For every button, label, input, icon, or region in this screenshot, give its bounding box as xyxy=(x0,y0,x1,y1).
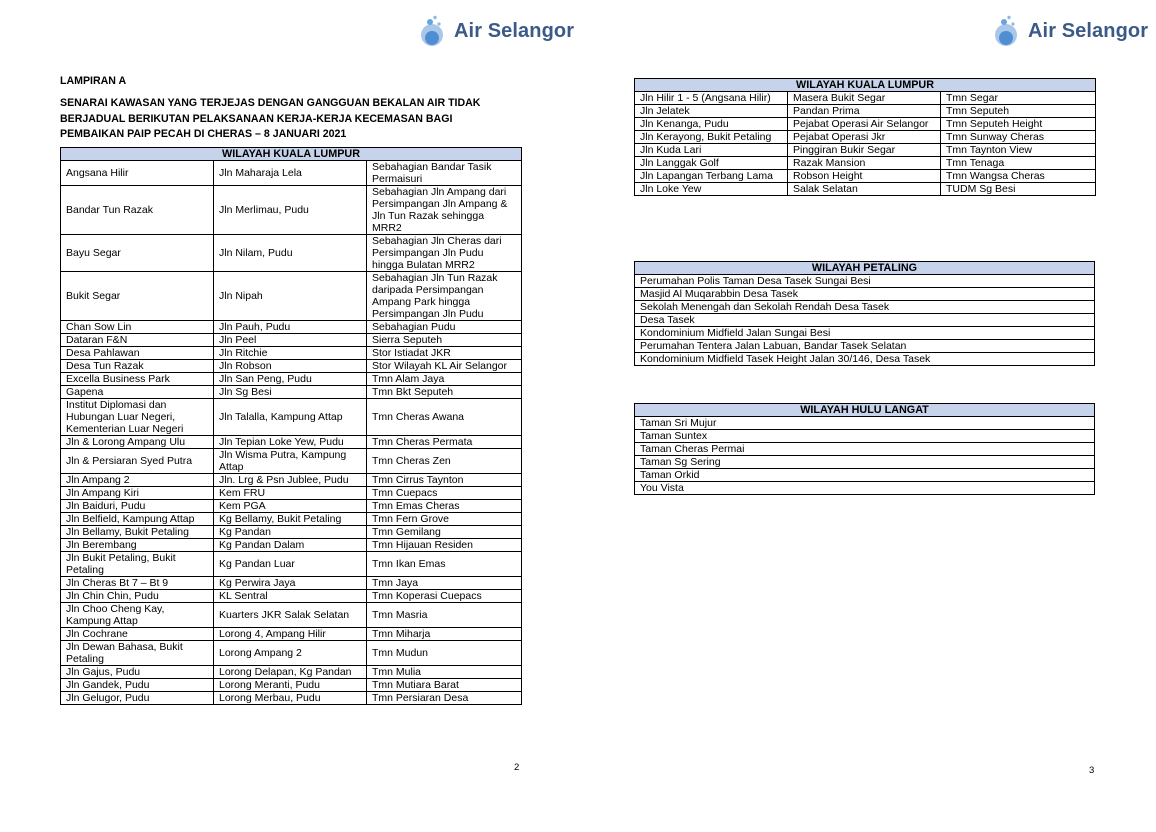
table-cell: Jln Dewan Bahasa, Bukit Petaling xyxy=(61,641,214,666)
table-cell: Tmn Miharja xyxy=(367,628,522,641)
table-cell: Tmn Tenaga xyxy=(941,157,1096,170)
table-cell: Kg Bellamy, Bukit Petaling xyxy=(214,513,367,526)
table-cell: Tmn Cheras Permata xyxy=(367,436,522,449)
table-row xyxy=(61,552,522,577)
table-cell: Jln Lapangan Terbang Lama xyxy=(635,170,788,183)
table-cell: Jln Peel xyxy=(214,334,367,347)
table-cell: Tmn Cheras Awana xyxy=(367,399,522,436)
table-cell: Salak Selatan xyxy=(788,183,941,196)
table-cell: Jln Loke Yew xyxy=(635,183,788,196)
table-cell: Jln Tepian Loke Yew, Pudu xyxy=(214,436,367,449)
table-row xyxy=(61,399,522,436)
table-cell: Pejabat Operasi Air Selangor xyxy=(788,118,941,131)
table-cell: Sebahagian Jln Tun Razak daripada Persimpangan Ampang Park hingga Persimpangan Jln Pudu xyxy=(367,272,522,321)
table-cell: Bukit Segar xyxy=(61,272,214,321)
table-row xyxy=(61,679,522,692)
table-cell: Jln Cheras Bt 7 – Bt 9 xyxy=(61,577,214,590)
table-cell: Tmn Cirrus Taynton xyxy=(367,474,522,487)
table-row xyxy=(61,641,522,666)
table-cell: Tmn Koperasi Cuepacs xyxy=(367,590,522,603)
table-cell: Tmn Masria xyxy=(367,603,522,628)
page-number: 3 xyxy=(1089,765,1095,776)
table-cell: Perumahan Polis Taman Desa Tasek Sungai Besi xyxy=(635,275,1095,288)
table-cell: Tmn Mulia xyxy=(367,666,522,679)
table-cell: Sebahagian Jln Ampang dari Persimpangan Jln Ampang & Jln Tun Razak sehingga MRR2 xyxy=(367,186,522,235)
table-title: WILAYAH KUALA LUMPUR xyxy=(61,148,522,161)
table-cell: Kg Pandan Dalam xyxy=(214,539,367,552)
table-cell: Tmn Mudun xyxy=(367,641,522,666)
table-cell: Tmn Bkt Seputeh xyxy=(367,386,522,399)
table-cell: Tmn Seputeh Height xyxy=(941,118,1096,131)
table-row xyxy=(635,417,1095,430)
table-row xyxy=(635,469,1095,482)
table-cell: Sebahagian Jln Cheras dari Persimpangan Jln Pudu hingga Bulatan MRR2 xyxy=(367,235,522,272)
brand-name: Air Selangor xyxy=(1028,19,1149,42)
table-cell: KL Sentral xyxy=(214,590,367,603)
table-cell: Jln Sg Besi xyxy=(214,386,367,399)
table-cell: Jln Nilam, Pudu xyxy=(214,235,367,272)
table-cell: Bayu Segar xyxy=(61,235,214,272)
table-row xyxy=(61,347,522,360)
table-row xyxy=(635,456,1095,469)
table-cell: Chan Sow Lin xyxy=(61,321,214,334)
table-cell: Jln Talalla, Kampung Attap xyxy=(214,399,367,436)
table-cell: Jln & Persiaran Syed Putra xyxy=(61,449,214,474)
annex-label: LAMPIRAN A xyxy=(60,75,127,87)
table-cell: Kondominium Midfield Jalan Sungai Besi xyxy=(635,327,1095,340)
table-cell: Tmn Hijauan Residen xyxy=(367,539,522,552)
table-cell: Razak Mansion xyxy=(788,157,941,170)
table-cell: Masera Bukit Segar xyxy=(788,92,941,105)
table-row xyxy=(61,161,522,186)
table-cell: Jln Pauh, Pudu xyxy=(214,321,367,334)
table-cell: Jln Nipah xyxy=(214,272,367,321)
table-cell: Jln Bellamy, Bukit Petaling xyxy=(61,526,214,539)
title-line: BERJADUAL BERIKUTAN PELAKSANAAN KERJA-KERJA KECEMASAN BAGI xyxy=(60,112,453,125)
table-row xyxy=(61,321,522,334)
table-cell: Institut Diplomasi dan Hubungan Luar Negeri, Kementerian Luar Negeri xyxy=(61,399,214,436)
table-cell: You Vista xyxy=(635,482,1095,495)
table-cell: Taman Sri Mujur xyxy=(635,417,1095,430)
table-cell: Sekolah Menengah dan Sekolah Rendah Desa Tasek xyxy=(635,301,1095,314)
water-drop-icon xyxy=(992,14,1026,48)
table-cell: Jln Chin Chin, Pudu xyxy=(61,590,214,603)
title-line: PEMBAIKAN PAIP PECAH DI CHERAS – 8 JANUARI 2021 xyxy=(60,128,347,140)
table-cell: Perumahan Tentera Jalan Labuan, Bandar Tasek Selatan xyxy=(635,340,1095,353)
table-cell: Tmn Cheras Zen xyxy=(367,449,522,474)
table-cell: Jln Bukit Petaling, Bukit Petaling xyxy=(61,552,214,577)
table-row xyxy=(635,430,1095,443)
table-cell: Tmn Cuepacs xyxy=(367,487,522,500)
page-right xyxy=(578,0,1156,832)
table-cell: Tmn Emas Cheras xyxy=(367,500,522,513)
table-cell: Taman Sg Sering xyxy=(635,456,1095,469)
table-cell: Kg Perwira Jaya xyxy=(214,577,367,590)
table-cell: Pejabat Operasi Jkr xyxy=(788,131,941,144)
table-cell: Jln Gandek, Pudu xyxy=(61,679,214,692)
page-number: 2 xyxy=(514,762,520,773)
table-title: WILAYAH HULU LANGAT xyxy=(635,404,1095,417)
water-drop-icon xyxy=(418,14,452,48)
table-cell: Sierra Seputeh xyxy=(367,334,522,347)
table-cell: Desa Pahlawan xyxy=(61,347,214,360)
table-cell: Kondominium Midfield Tasek Height Jalan 30/146, Desa Tasek xyxy=(635,353,1095,366)
table-row xyxy=(635,118,1096,131)
table-cell: Lorong Merbau, Pudu xyxy=(214,692,367,705)
table-cell: Jln & Lorong Ampang Ulu xyxy=(61,436,214,449)
table-row xyxy=(61,386,522,399)
table-cell: Jln Ritchie xyxy=(214,347,367,360)
brand-name: Air Selangor xyxy=(454,19,575,42)
title-line: SENARAI KAWASAN YANG TERJEJAS DENGAN GANGGUAN BEKALAN AIR TIDAK xyxy=(60,97,481,109)
table-row xyxy=(635,275,1095,288)
table-cell: Tmn Fern Grove xyxy=(367,513,522,526)
table-cell: Tmn Segar xyxy=(941,92,1096,105)
table-row xyxy=(635,314,1095,327)
table-row xyxy=(635,105,1096,118)
table-cell: Masjid Al Muqarabbin Desa Tasek xyxy=(635,288,1095,301)
table-cell: Jln Belfield, Kampung Attap xyxy=(61,513,214,526)
table-cell: Gapena xyxy=(61,386,214,399)
table-row xyxy=(61,235,522,272)
table-cell: Tmn Mutiara Barat xyxy=(367,679,522,692)
table-row xyxy=(61,628,522,641)
table-row xyxy=(61,666,522,679)
table-cell: Robson Height xyxy=(788,170,941,183)
table-row xyxy=(635,301,1095,314)
table-row xyxy=(61,334,522,347)
table-row xyxy=(61,603,522,628)
hulu-langat-table xyxy=(634,403,1095,495)
table-cell: Taman Orkid xyxy=(635,469,1095,482)
table-cell: Jln Merlimau, Pudu xyxy=(214,186,367,235)
table-row xyxy=(61,474,522,487)
table-title: WILAYAH PETALING xyxy=(635,262,1095,275)
table-cell: Stor Wilayah KL Air Selangor xyxy=(367,360,522,373)
table-cell: Stor Istiadat JKR xyxy=(367,347,522,360)
table-row xyxy=(61,500,522,513)
table-cell: Jln Kuda Lari xyxy=(635,144,788,157)
table-cell: Jln Kenanga, Pudu xyxy=(635,118,788,131)
table-cell: Sebahagian Pudu xyxy=(367,321,522,334)
table-cell: Jln Berembang xyxy=(61,539,214,552)
table-cell: Kem PGA xyxy=(214,500,367,513)
table-row xyxy=(61,590,522,603)
table-cell: Jln Ampang 2 xyxy=(61,474,214,487)
table-cell: Taman Suntex xyxy=(635,430,1095,443)
table-cell: Tmn Jaya xyxy=(367,577,522,590)
table-row xyxy=(61,436,522,449)
table-row xyxy=(61,487,522,500)
table-cell: Jln San Peng, Pudu xyxy=(214,373,367,386)
table-row xyxy=(635,327,1095,340)
table-row xyxy=(635,443,1095,456)
table-row xyxy=(61,186,522,235)
table-cell: Jln Choo Cheng Kay, Kampung Attap xyxy=(61,603,214,628)
table-cell: Jln Cochrane xyxy=(61,628,214,641)
table-cell: Desa Tun Razak xyxy=(61,360,214,373)
kuala-lumpur-table-continued xyxy=(634,78,1096,196)
table-cell: Jln. Lrg & Psn Jublee, Pudu xyxy=(214,474,367,487)
table-row xyxy=(61,577,522,590)
table-cell: Pinggiran Bukir Segar xyxy=(788,144,941,157)
table-cell: Jln Langgak Golf xyxy=(635,157,788,170)
table-cell: Tmn Persiaran Desa xyxy=(367,692,522,705)
table-cell: Jln Jelatek xyxy=(635,105,788,118)
table-row xyxy=(61,360,522,373)
air-selangor-logo xyxy=(992,14,1148,48)
table-cell: Dataran F&N xyxy=(61,334,214,347)
document-title xyxy=(60,96,530,143)
air-selangor-logo xyxy=(418,14,574,48)
table-cell: Tmn Gemilang xyxy=(367,526,522,539)
table-cell: Kg Pandan xyxy=(214,526,367,539)
table-cell: Tmn Wangsa Cheras xyxy=(941,170,1096,183)
table-cell: Lorong 4, Ampang Hilir xyxy=(214,628,367,641)
table-row xyxy=(635,144,1096,157)
table-cell: Taman Cheras Permai xyxy=(635,443,1095,456)
table-cell: Kuarters JKR Salak Selatan xyxy=(214,603,367,628)
table-cell: Tmn Taynton View xyxy=(941,144,1096,157)
table-row xyxy=(61,272,522,321)
table-row xyxy=(635,157,1096,170)
table-row xyxy=(635,340,1095,353)
table-cell: Tmn Sunway Cheras xyxy=(941,131,1096,144)
table-cell: Tmn Alam Jaya xyxy=(367,373,522,386)
table-row xyxy=(635,288,1095,301)
table-cell: Jln Ampang Kiri xyxy=(61,487,214,500)
table-cell: Jln Robson xyxy=(214,360,367,373)
table-row xyxy=(61,449,522,474)
table-cell: Tmn Ikan Emas xyxy=(367,552,522,577)
table-cell: Lorong Meranti, Pudu xyxy=(214,679,367,692)
table-row xyxy=(61,526,522,539)
table-title: WILAYAH KUALA LUMPUR xyxy=(635,79,1096,92)
table-cell: Jln Gelugor, Pudu xyxy=(61,692,214,705)
table-row xyxy=(635,183,1096,196)
table-row xyxy=(61,692,522,705)
table-cell: Jln Maharaja Lela xyxy=(214,161,367,186)
table-row xyxy=(635,353,1095,366)
table-row xyxy=(635,482,1095,495)
table-cell: Angsana Hilir xyxy=(61,161,214,186)
table-cell: Lorong Ampang 2 xyxy=(214,641,367,666)
table-cell: Sebahagian Bandar Tasik Permaisuri xyxy=(367,161,522,186)
table-cell: Jln Hilir 1 - 5 (Angsana Hilir) xyxy=(635,92,788,105)
petaling-table xyxy=(634,261,1095,366)
table-cell: Kg Pandan Luar xyxy=(214,552,367,577)
table-cell: Jln Gajus, Pudu xyxy=(61,666,214,679)
table-cell: Pandan Prima xyxy=(788,105,941,118)
table-cell: Jln Kerayong, Bukit Petaling xyxy=(635,131,788,144)
table-row xyxy=(635,92,1096,105)
table-cell: Jln Baiduri, Pudu xyxy=(61,500,214,513)
kuala-lumpur-table xyxy=(60,147,522,705)
table-row xyxy=(635,131,1096,144)
table-cell: Excella Business Park xyxy=(61,373,214,386)
table-cell: Tmn Seputeh xyxy=(941,105,1096,118)
table-cell: Lorong Delapan, Kg Pandan xyxy=(214,666,367,679)
table-cell: TUDM Sg Besi xyxy=(941,183,1096,196)
table-row xyxy=(61,539,522,552)
table-cell: Jln Wisma Putra, Kampung Attap xyxy=(214,449,367,474)
table-cell: Bandar Tun Razak xyxy=(61,186,214,235)
table-cell: Desa Tasek xyxy=(635,314,1095,327)
table-row xyxy=(61,513,522,526)
table-cell: Kem FRU xyxy=(214,487,367,500)
table-row xyxy=(635,170,1096,183)
table-row xyxy=(61,373,522,386)
